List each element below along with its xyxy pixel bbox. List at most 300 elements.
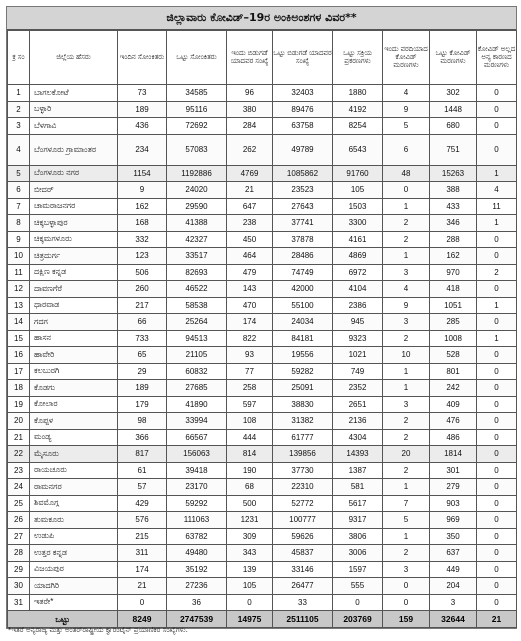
cell-today-deaths: 4 [383, 281, 430, 298]
cell-sl: 4 [8, 134, 30, 165]
cell-total-discharged: 45837 [273, 545, 333, 562]
cell-today-deaths: 6 [383, 134, 430, 165]
cell-today-discharged: 68 [227, 479, 273, 496]
cell-total-discharged: 84181 [273, 330, 333, 347]
cell-today-deaths: 3 [383, 264, 430, 281]
cell-sl: 26 [8, 512, 30, 529]
table-row [8, 248, 517, 265]
cell-total-deaths: 288 [430, 231, 477, 248]
district-stats-table [7, 30, 517, 628]
cell-total-deaths: 388 [430, 182, 477, 199]
cell-today-deaths: 0 [383, 578, 430, 595]
cell-today-positive: 217 [118, 297, 167, 314]
table-row [8, 215, 517, 232]
cell-total-deaths: 162 [430, 248, 477, 265]
cell-active: 3806 [333, 528, 383, 545]
cell-today-discharged: 450 [227, 231, 273, 248]
totals-total-deaths: 32644 [430, 611, 477, 628]
header-total-deaths: ಒಟ್ಟು ಕೋವಿಡ್ ಮರಣಗಳು [430, 31, 477, 85]
cell-active: 0 [333, 594, 383, 611]
cell-today-positive: 1154 [118, 165, 167, 182]
cell-sl: 20 [8, 413, 30, 430]
cell-total-deaths: 970 [430, 264, 477, 281]
cell-active: 749 [333, 363, 383, 380]
cell-district-name: ಶಿವಮೊಗ್ಗ [30, 495, 118, 512]
cell-sl: 10 [8, 248, 30, 265]
cell-total-discharged: 22310 [273, 479, 333, 496]
cell-today-deaths: 5 [383, 512, 430, 529]
cell-today-discharged: 1231 [227, 512, 273, 529]
cell-non-covid-deaths: 0 [477, 281, 517, 298]
cell-district-name: ಕಲಬುರಗಿ [30, 363, 118, 380]
cell-today-discharged: 262 [227, 134, 273, 165]
cell-today-positive: 189 [118, 380, 167, 397]
table-row [8, 363, 517, 380]
cell-total-positive: 24020 [167, 182, 227, 199]
cell-sl: 17 [8, 363, 30, 380]
cell-non-covid-deaths: 1 [477, 165, 517, 182]
cell-non-covid-deaths: 0 [477, 561, 517, 578]
cell-district-name: ಬೀದರ್ [30, 182, 118, 199]
cell-active: 6972 [333, 264, 383, 281]
cell-district-name: ದಾವಣಗೆರೆ [30, 281, 118, 298]
cell-total-positive: 63782 [167, 528, 227, 545]
cell-today-deaths: 2 [383, 330, 430, 347]
cell-total-discharged: 59626 [273, 528, 333, 545]
cell-total-positive: 156063 [167, 446, 227, 463]
cell-total-discharged: 42000 [273, 281, 333, 298]
cell-district-name: ರಾಯಚೂರು [30, 462, 118, 479]
cell-today-discharged: 4769 [227, 165, 273, 182]
cell-total-discharged: 25091 [273, 380, 333, 397]
cell-total-positive: 60832 [167, 363, 227, 380]
cell-total-discharged: 1085862 [273, 165, 333, 182]
cell-active: 2651 [333, 396, 383, 413]
cell-non-covid-deaths: 0 [477, 396, 517, 413]
cell-total-positive: 82693 [167, 264, 227, 281]
cell-total-discharged: 37741 [273, 215, 333, 232]
totals-today-discharged: 14975 [227, 611, 273, 628]
cell-total-deaths: 285 [430, 314, 477, 331]
cell-total-positive: 46522 [167, 281, 227, 298]
cell-total-positive: 33517 [167, 248, 227, 265]
cell-active: 3006 [333, 545, 383, 562]
cell-today-deaths: 9 [383, 101, 430, 118]
cell-today-deaths: 1 [383, 479, 430, 496]
table-row [8, 512, 517, 529]
cell-total-positive: 21105 [167, 347, 227, 364]
cell-total-deaths: 1814 [430, 446, 477, 463]
cell-district-name: ವಿಜಯಪುರ [30, 561, 118, 578]
header-active-cases: ಒಟ್ಟು ಸಕ್ರಿಯ ಪ್ರಕರಣಗಳು [333, 31, 383, 85]
cell-today-deaths: 2 [383, 413, 430, 430]
cell-non-covid-deaths: 2 [477, 264, 517, 281]
table-row [8, 165, 517, 182]
cell-district-name: ಮಂಡ್ಯ [30, 429, 118, 446]
cell-active: 91760 [333, 165, 383, 182]
cell-sl: 12 [8, 281, 30, 298]
cell-district-name: ಕೋಲಾರ [30, 396, 118, 413]
cell-today-positive: 123 [118, 248, 167, 265]
cell-total-discharged: 63758 [273, 118, 333, 135]
table-row [8, 330, 517, 347]
header-today-positive: ಇಂದಿನ ಸೋಂಕಿತರು [118, 31, 167, 85]
cell-non-covid-deaths: 0 [477, 495, 517, 512]
cell-today-positive: 506 [118, 264, 167, 281]
cell-total-discharged: 52772 [273, 495, 333, 512]
cell-district-name: ಚಾಮರಾಜನಗರ [30, 198, 118, 215]
table-row [8, 314, 517, 331]
cell-total-discharged: 37730 [273, 462, 333, 479]
table-row [8, 446, 517, 463]
header-total-discharged: ಒಟ್ಟು ಬಿಡುಗಡೆ ಯಾದವರ ಸಂಖ್ಯೆ [273, 31, 333, 85]
cell-sl: 25 [8, 495, 30, 512]
cell-total-discharged: 38830 [273, 396, 333, 413]
footnote: *ಇತರೆ ಅನ್ಯರಾಜ್ಯ ಮತ್ತು ಅಂತರ್‌ರಾಷ್ಟ್ರೀಯ ಕ್ವಾರಂಟೈನ್ ಪ್ರಯಾಣಿಕರ ಸಂಖ್ಯೆಗಳು. [8, 626, 188, 634]
cell-total-discharged: 37878 [273, 231, 333, 248]
cell-total-positive: 33994 [167, 413, 227, 430]
cell-sl: 28 [8, 545, 30, 562]
cell-total-discharged: 89476 [273, 101, 333, 118]
table-row [8, 85, 517, 102]
cell-total-deaths: 486 [430, 429, 477, 446]
cell-district-name: ಕೊಡಗು [30, 380, 118, 397]
cell-non-covid-deaths: 0 [477, 462, 517, 479]
cell-total-deaths: 1051 [430, 297, 477, 314]
cell-total-deaths: 637 [430, 545, 477, 562]
cell-today-positive: 57 [118, 479, 167, 496]
table-row [8, 396, 517, 413]
cell-total-deaths: 433 [430, 198, 477, 215]
cell-sl: 27 [8, 528, 30, 545]
header-today-discharged: ಇಂದು ಬಿಡುಗಡೆ ಯಾದವರ ಸಂಖ್ಯೆ [227, 31, 273, 85]
cell-district-name: ಗದಗ [30, 314, 118, 331]
cell-total-deaths: 528 [430, 347, 477, 364]
cell-total-positive: 39418 [167, 462, 227, 479]
cell-total-deaths: 301 [430, 462, 477, 479]
table-row [8, 594, 517, 611]
cell-today-deaths: 1 [383, 363, 430, 380]
cell-today-discharged: 108 [227, 413, 273, 430]
cell-total-discharged: 33 [273, 594, 333, 611]
cell-today-positive: 234 [118, 134, 167, 165]
cell-today-positive: 215 [118, 528, 167, 545]
cell-today-positive: 29 [118, 363, 167, 380]
cell-today-deaths: 2 [383, 429, 430, 446]
cell-non-covid-deaths: 0 [477, 578, 517, 595]
cell-today-positive: 65 [118, 347, 167, 364]
cell-district-name: ಬೆಂಗಳೂರು ನಗರ [30, 165, 118, 182]
table-row [8, 429, 517, 446]
cell-sl: 15 [8, 330, 30, 347]
cell-district-name: ಬೆಳಗಾವಿ [30, 118, 118, 135]
cell-total-deaths: 242 [430, 380, 477, 397]
cell-today-positive: 366 [118, 429, 167, 446]
table-row [8, 231, 517, 248]
cell-active: 581 [333, 479, 383, 496]
cell-today-deaths: 0 [383, 182, 430, 199]
cell-today-positive: 9 [118, 182, 167, 199]
cell-today-discharged: 258 [227, 380, 273, 397]
cell-total-discharged: 32403 [273, 85, 333, 102]
table-row [8, 281, 517, 298]
cell-total-positive: 95116 [167, 101, 227, 118]
cell-active: 105 [333, 182, 383, 199]
cell-active: 14393 [333, 446, 383, 463]
cell-total-positive: 27685 [167, 380, 227, 397]
cell-total-discharged: 61777 [273, 429, 333, 446]
cell-today-deaths: 2 [383, 215, 430, 232]
totals-today-deaths: 159 [383, 611, 430, 628]
cell-active: 2136 [333, 413, 383, 430]
cell-total-deaths: 346 [430, 215, 477, 232]
cell-total-discharged: 26477 [273, 578, 333, 595]
cell-district-name: ದಕ್ಷಿಣ ಕನ್ನಡ [30, 264, 118, 281]
cell-district-name: ಧಾರವಾಡ [30, 297, 118, 314]
cell-today-deaths: 9 [383, 297, 430, 314]
table-row [8, 101, 517, 118]
cell-total-discharged: 27643 [273, 198, 333, 215]
cell-district-name: ಇತರೇ* [30, 594, 118, 611]
cell-non-covid-deaths: 4 [477, 182, 517, 199]
cell-total-positive: 34585 [167, 85, 227, 102]
cell-total-deaths: 279 [430, 479, 477, 496]
cell-today-positive: 332 [118, 231, 167, 248]
cell-total-deaths: 302 [430, 85, 477, 102]
table-row [8, 264, 517, 281]
cell-total-positive: 94513 [167, 330, 227, 347]
cell-total-discharged: 19556 [273, 347, 333, 364]
cell-sl: 5 [8, 165, 30, 182]
cell-total-positive: 66567 [167, 429, 227, 446]
cell-total-positive: 29590 [167, 198, 227, 215]
cell-today-discharged: 814 [227, 446, 273, 463]
cell-sl: 29 [8, 561, 30, 578]
cell-active: 1503 [333, 198, 383, 215]
header-non-covid-deaths: ಕೋವಿಡ್ ಅಲ್ಲದ ಅನ್ಯ ಕಾರಣದ ಮರಣಗಳು [477, 31, 517, 85]
totals-row [8, 611, 517, 628]
cell-today-discharged: 479 [227, 264, 273, 281]
cell-active: 4304 [333, 429, 383, 446]
cell-total-deaths: 449 [430, 561, 477, 578]
cell-today-discharged: 470 [227, 297, 273, 314]
cell-district-name: ಮೈಸೂರು [30, 446, 118, 463]
table-row [8, 134, 517, 165]
cell-today-positive: 66 [118, 314, 167, 331]
cell-total-deaths: 350 [430, 528, 477, 545]
cell-today-positive: 189 [118, 101, 167, 118]
cell-total-discharged: 28486 [273, 248, 333, 265]
cell-total-deaths: 801 [430, 363, 477, 380]
cell-today-discharged: 21 [227, 182, 273, 199]
cell-district-name: ಹಾವೇರಿ [30, 347, 118, 364]
cell-today-discharged: 464 [227, 248, 273, 265]
cell-total-discharged: 100777 [273, 512, 333, 529]
cell-total-discharged: 59282 [273, 363, 333, 380]
cell-active: 8254 [333, 118, 383, 135]
totals-today-positive: 8249 [118, 611, 167, 628]
cell-total-deaths: 409 [430, 396, 477, 413]
cell-total-positive: 41890 [167, 396, 227, 413]
cell-active: 555 [333, 578, 383, 595]
cell-sl: 7 [8, 198, 30, 215]
table-row [8, 495, 517, 512]
cell-today-discharged: 500 [227, 495, 273, 512]
cell-today-positive: 436 [118, 118, 167, 135]
cell-active: 4161 [333, 231, 383, 248]
cell-active: 1387 [333, 462, 383, 479]
cell-today-positive: 429 [118, 495, 167, 512]
cell-today-deaths: 2 [383, 462, 430, 479]
cell-non-covid-deaths: 0 [477, 380, 517, 397]
cell-total-discharged: 31382 [273, 413, 333, 430]
cell-non-covid-deaths: 0 [477, 101, 517, 118]
cell-sl: 3 [8, 118, 30, 135]
header-district: ಜಿಲ್ಲೆಯ ಹೆಸರು [30, 31, 118, 85]
cell-today-deaths: 3 [383, 561, 430, 578]
cell-total-deaths: 476 [430, 413, 477, 430]
table-row [8, 528, 517, 545]
cell-active: 6543 [333, 134, 383, 165]
table-row [8, 578, 517, 595]
cell-total-deaths: 903 [430, 495, 477, 512]
cell-today-discharged: 96 [227, 85, 273, 102]
cell-sl: 8 [8, 215, 30, 232]
cell-sl: 9 [8, 231, 30, 248]
cell-sl: 24 [8, 479, 30, 496]
cell-non-covid-deaths: 0 [477, 429, 517, 446]
district-covid-report [6, 6, 517, 629]
cell-today-discharged: 93 [227, 347, 273, 364]
cell-total-deaths: 1008 [430, 330, 477, 347]
cell-active: 4192 [333, 101, 383, 118]
cell-today-positive: 168 [118, 215, 167, 232]
cell-total-deaths: 969 [430, 512, 477, 529]
cell-total-positive: 58538 [167, 297, 227, 314]
cell-today-positive: 61 [118, 462, 167, 479]
cell-district-name: ಚಿಕ್ಕಬಳ್ಳಾಪುರ [30, 215, 118, 232]
cell-district-name: ತುಮಕೂರು [30, 512, 118, 529]
cell-total-deaths: 680 [430, 118, 477, 135]
cell-today-discharged: 380 [227, 101, 273, 118]
cell-total-positive: 111063 [167, 512, 227, 529]
cell-today-deaths: 3 [383, 396, 430, 413]
cell-today-discharged: 105 [227, 578, 273, 595]
cell-sl: 6 [8, 182, 30, 199]
cell-today-deaths: 10 [383, 347, 430, 364]
cell-today-positive: 162 [118, 198, 167, 215]
cell-non-covid-deaths: 0 [477, 545, 517, 562]
table-body [8, 85, 517, 611]
cell-sl: 18 [8, 380, 30, 397]
cell-today-deaths: 4 [383, 85, 430, 102]
cell-total-deaths: 418 [430, 281, 477, 298]
cell-district-name: ಚಿತ್ರದುರ್ಗ [30, 248, 118, 265]
cell-today-deaths: 1 [383, 248, 430, 265]
table-row [8, 182, 517, 199]
cell-total-deaths: 204 [430, 578, 477, 595]
cell-sl: 2 [8, 101, 30, 118]
cell-today-deaths: 1 [383, 380, 430, 397]
cell-non-covid-deaths: 0 [477, 479, 517, 496]
table-row [8, 479, 517, 496]
header-row [8, 31, 517, 85]
report-title: ಜಿಲ್ಲಾವಾರು ಕೋವಿಡ್–19ರ ಅಂಕಿಅಂಶಗಳ ವಿವರ** [7, 7, 516, 30]
cell-today-deaths: 0 [383, 594, 430, 611]
cell-today-discharged: 647 [227, 198, 273, 215]
cell-total-positive: 49480 [167, 545, 227, 562]
cell-non-covid-deaths: 1 [477, 215, 517, 232]
cell-total-deaths: 15263 [430, 165, 477, 182]
cell-district-name: ಉತ್ತರ ಕನ್ನಡ [30, 545, 118, 562]
cell-total-discharged: 33146 [273, 561, 333, 578]
cell-district-name: ಯಾದಗಿರಿ [30, 578, 118, 595]
cell-non-covid-deaths: 0 [477, 134, 517, 165]
cell-non-covid-deaths: 11 [477, 198, 517, 215]
cell-sl: 1 [8, 85, 30, 102]
cell-today-deaths: 2 [383, 545, 430, 562]
table-row [8, 198, 517, 215]
cell-active: 9317 [333, 512, 383, 529]
cell-sl: 30 [8, 578, 30, 595]
cell-total-positive: 42327 [167, 231, 227, 248]
cell-active: 945 [333, 314, 383, 331]
cell-today-deaths: 1 [383, 198, 430, 215]
cell-active: 9323 [333, 330, 383, 347]
cell-today-positive: 260 [118, 281, 167, 298]
totals-total-positive: 2747539 [167, 611, 227, 628]
cell-sl: 14 [8, 314, 30, 331]
cell-total-deaths: 3 [430, 594, 477, 611]
cell-total-deaths: 1448 [430, 101, 477, 118]
cell-today-positive: 179 [118, 396, 167, 413]
cell-district-name: ಹಾಸನ [30, 330, 118, 347]
cell-non-covid-deaths: 0 [477, 85, 517, 102]
cell-today-positive: 21 [118, 578, 167, 595]
cell-non-covid-deaths: 0 [477, 528, 517, 545]
cell-today-discharged: 77 [227, 363, 273, 380]
cell-sl: 21 [8, 429, 30, 446]
cell-today-deaths: 1 [383, 528, 430, 545]
cell-district-name: ಉಡುಪಿ [30, 528, 118, 545]
table-row [8, 545, 517, 562]
cell-non-covid-deaths: 0 [477, 231, 517, 248]
cell-non-covid-deaths: 1 [477, 297, 517, 314]
cell-total-positive: 1192886 [167, 165, 227, 182]
cell-total-positive: 23170 [167, 479, 227, 496]
cell-non-covid-deaths: 0 [477, 413, 517, 430]
cell-total-positive: 36 [167, 594, 227, 611]
cell-total-discharged: 139856 [273, 446, 333, 463]
cell-today-deaths: 3 [383, 314, 430, 331]
cell-sl: 16 [8, 347, 30, 364]
cell-today-positive: 174 [118, 561, 167, 578]
cell-today-deaths: 48 [383, 165, 430, 182]
cell-total-discharged: 55100 [273, 297, 333, 314]
cell-district-name: ಬೆಂಗಳೂರು ಗ್ರಾಮಾಂತರ [30, 134, 118, 165]
cell-total-positive: 57083 [167, 134, 227, 165]
header-total-positive: ಒಟ್ಟು ಸೋಂಕಿತರು [167, 31, 227, 85]
cell-today-deaths: 2 [383, 231, 430, 248]
cell-non-covid-deaths: 0 [477, 512, 517, 529]
cell-active: 3300 [333, 215, 383, 232]
cell-active: 2352 [333, 380, 383, 397]
cell-non-covid-deaths: 0 [477, 118, 517, 135]
cell-today-discharged: 822 [227, 330, 273, 347]
cell-today-discharged: 0 [227, 594, 273, 611]
table-row [8, 462, 517, 479]
cell-district-name: ಕೊಪ್ಪಳ [30, 413, 118, 430]
